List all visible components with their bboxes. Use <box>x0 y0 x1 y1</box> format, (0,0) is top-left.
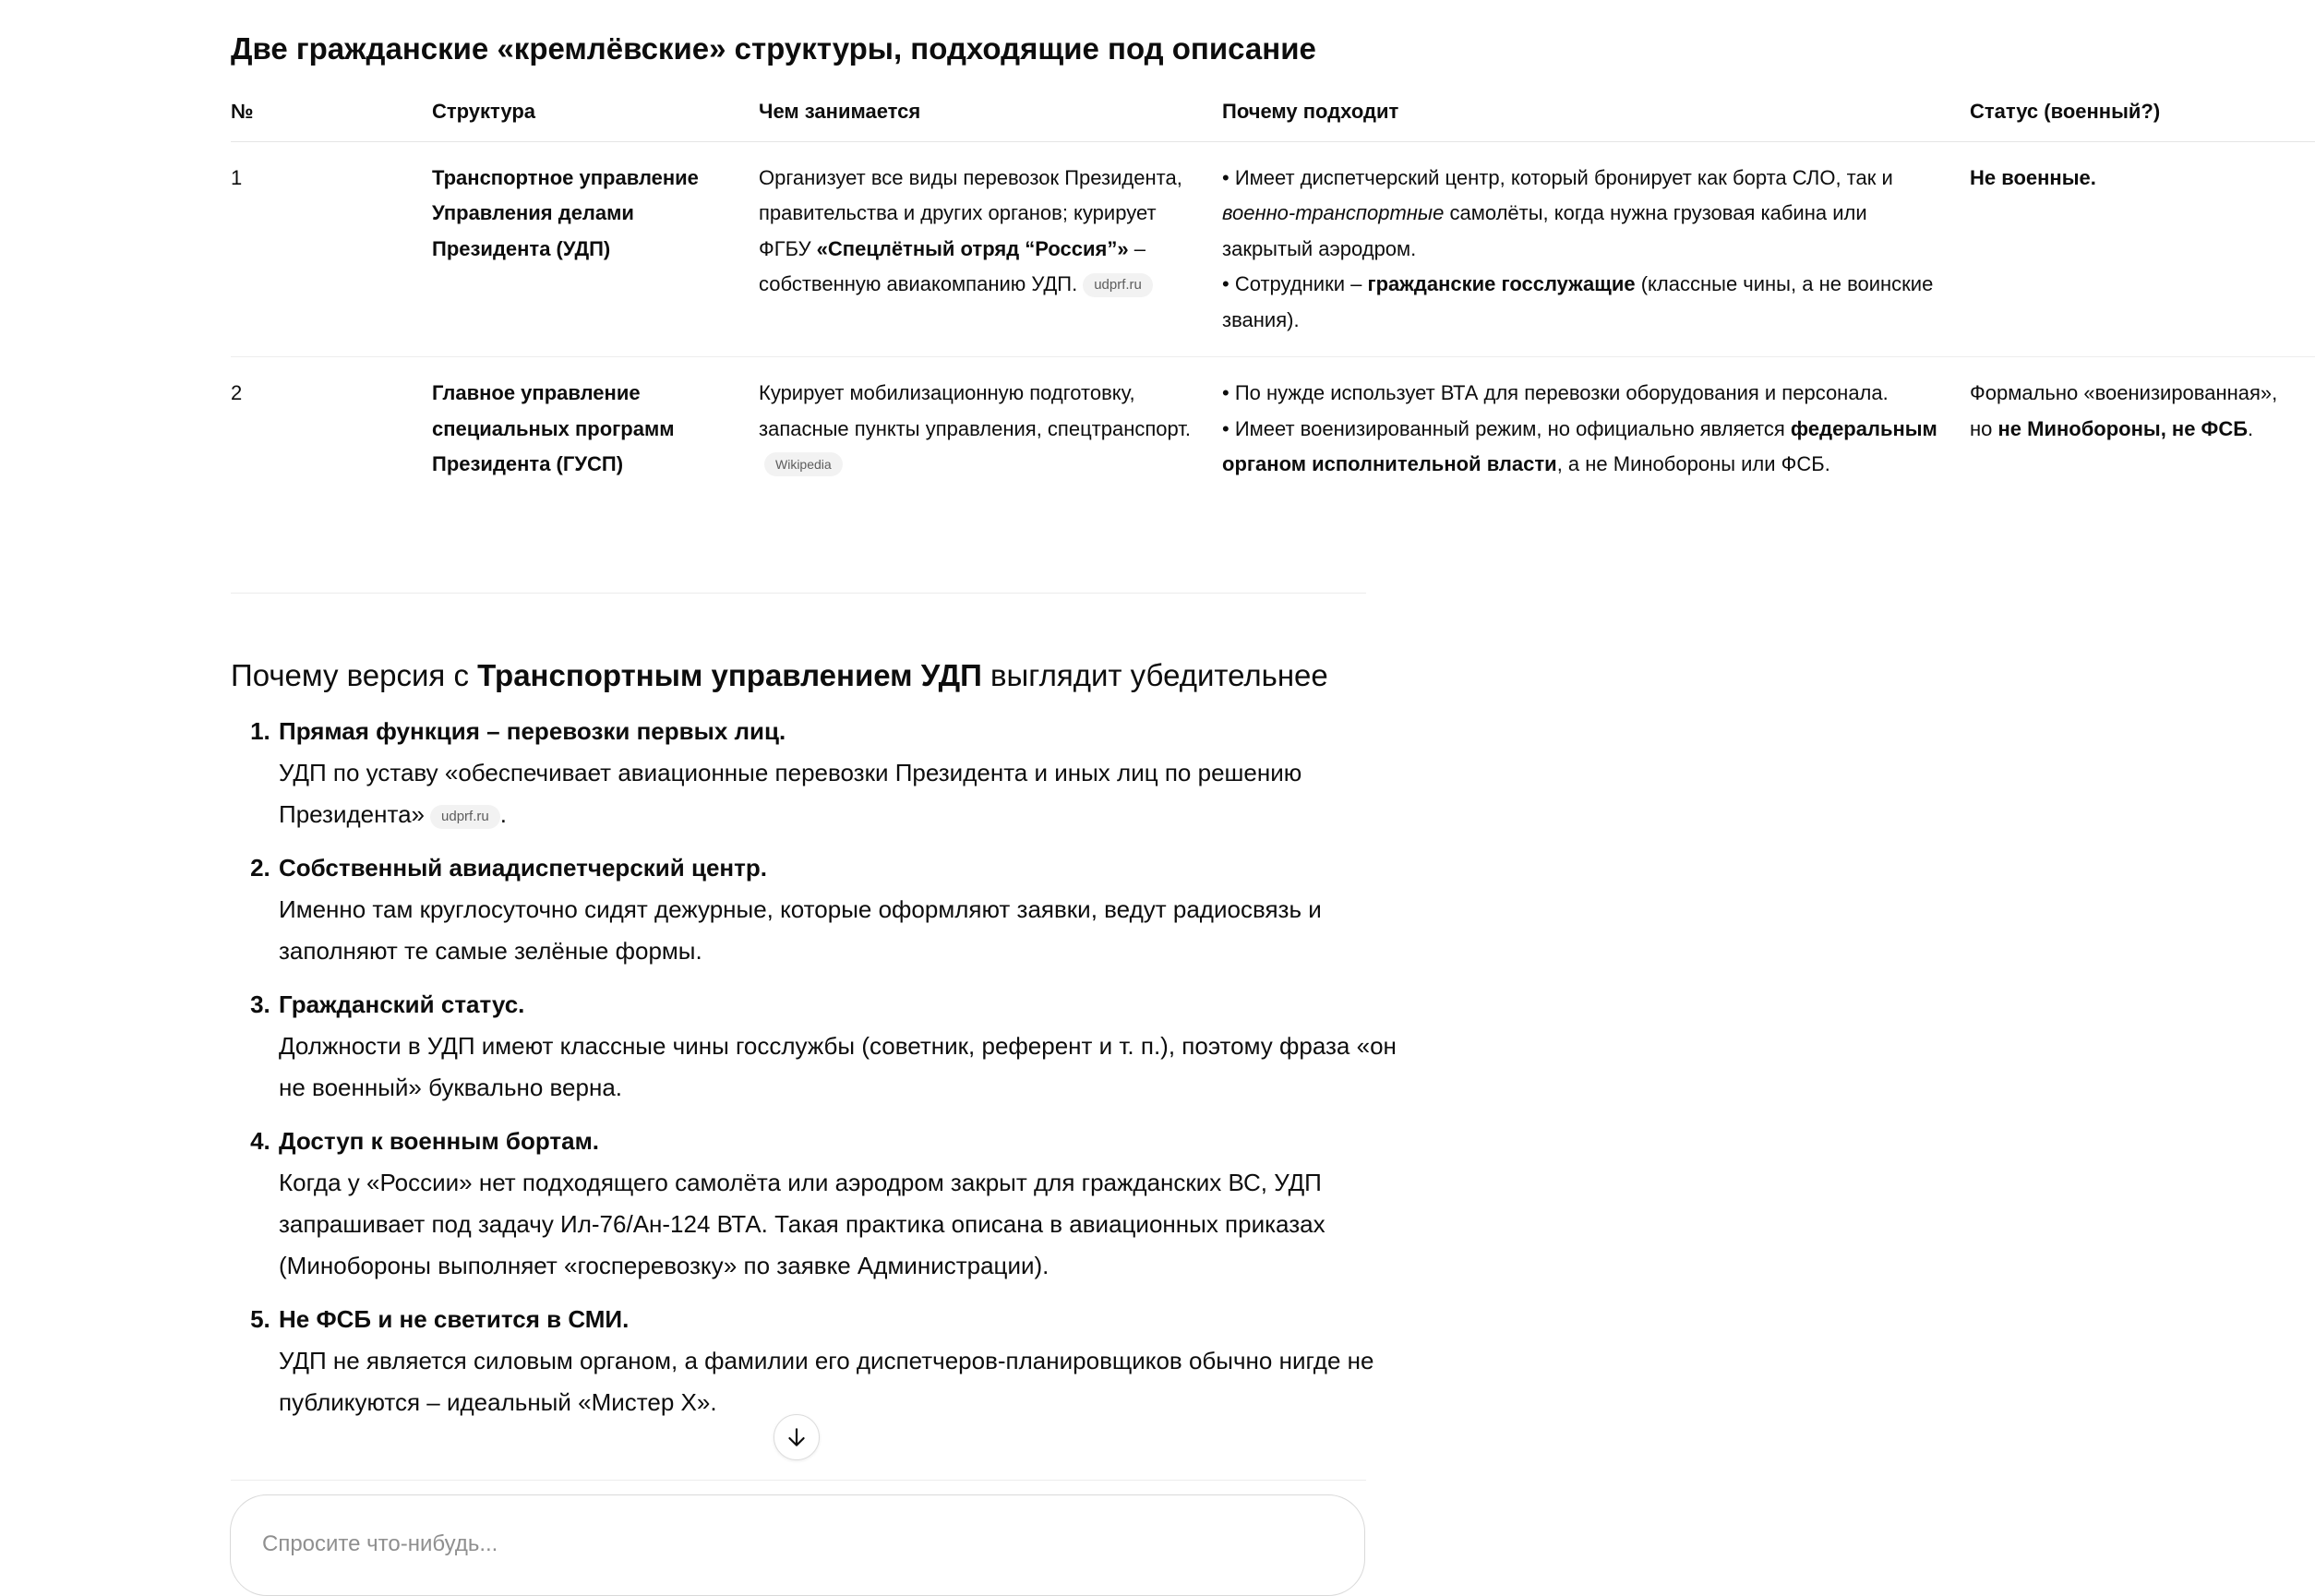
why-text: • Сотрудники – <box>1222 272 1368 295</box>
row-status <box>1970 141 2315 357</box>
list-item <box>277 1121 1421 1287</box>
message-input[interactable] <box>260 1525 1279 1564</box>
list-item <box>277 984 1421 1109</box>
divider <box>231 593 1366 594</box>
divider <box>231 1480 1366 1481</box>
column-header-structure: Структура <box>432 85 759 141</box>
source-link[interactable]: Wikipedia <box>764 452 843 476</box>
table-row <box>231 357 2315 501</box>
why-text-end: самолёты, когда нужна грузовая кабина или закрытый аэродром. <box>1222 201 1867 260</box>
row-what <box>759 357 1222 501</box>
title-text-end: выглядит убедительнее <box>981 658 1328 692</box>
why-text-end: , а не Минобороны или ФСБ. <box>1556 452 1830 475</box>
source-link[interactable]: udprf.ru <box>430 805 500 829</box>
list-item-title: 5. Не ФСБ и не светится в СМИ. <box>279 1305 630 1333</box>
row-status <box>1970 357 2315 501</box>
list-item-text: УДП не является силовым органом, а фамилии его диспетчеров-планировщиков обычно нигде не публикуются – идеальный «Мистер X». <box>279 1347 1374 1416</box>
list-item <box>277 711 1421 835</box>
title-bold: Транспортным управлением УДП <box>477 658 982 692</box>
what-text: Организует все виды перевозок Президента, правительства и других органов; курирует ФГБУ <box>759 165 1182 260</box>
arrow-down-icon <box>785 1425 809 1449</box>
section-title-reasons <box>231 658 1328 693</box>
table-header-row <box>231 85 2315 141</box>
status-bold: не Минобороны, не ФСБ <box>1997 416 2249 440</box>
title-text: Почему версия с <box>231 658 478 692</box>
row-number: 2 <box>231 381 243 404</box>
structure-name: Транспортное управление Управления делами Президента (УДП) <box>432 165 699 260</box>
section-title-structures: Две гражданские «кремлёвские» структуры, подходящие под описание <box>231 31 1316 66</box>
why-text-end: (классные чины, а не воинские звания). <box>1222 272 1934 331</box>
why-bold: гражданские госслужащие <box>1367 272 1636 295</box>
why-text: • Имеет диспетчерский центр, который бронирует как борта СЛО, так и <box>1222 165 1893 189</box>
why-line <box>1222 267 1951 338</box>
table-row <box>231 141 2315 357</box>
why-line <box>1222 412 1951 483</box>
reasons-list <box>231 711 1421 1435</box>
list-item-text: Когда у «России» нет подходящего самолёта или аэродром закрыт для гражданских ВС, УДП запрашивает под задачу Ил-76/Ан-124 ВТА. Такая практика описана в авиационных приказах (Минобороны выполняет «госперевозку» по заявке Администрации). <box>279 1169 1325 1279</box>
list-item-title: 3. Гражданский статус. <box>279 990 525 1018</box>
list-item <box>277 1299 1421 1423</box>
list-item-title: 2. Собственный авиадиспетчерский центр. <box>279 854 767 882</box>
why-text: • Имеет военизированный режим, но официально является <box>1222 416 1791 440</box>
scroll-to-bottom-button[interactable] <box>774 1414 820 1460</box>
list-item-text: УДП по уставу «обеспечивает авиационные перевозки Президента и иных лиц по решению Президента» <box>279 759 1302 828</box>
source-link[interactable]: udprf.ru <box>1083 273 1153 297</box>
structure-name: Главное управление специальных программ Президента (ГУСП) <box>432 381 675 475</box>
list-item-title: 1. Прямая функция – перевозки первых лиц. <box>279 717 786 745</box>
row-structure <box>432 141 759 357</box>
status-text: Не военные. <box>1970 165 2096 189</box>
row-why <box>1222 141 1970 357</box>
status-text-end: . <box>2248 416 2254 440</box>
structures-table <box>231 85 2315 501</box>
list-item-text: Именно там круглосуточно сидят дежурные, которые оформляют заявки, ведут радиосвязь и заполняют те самые зелёные формы. <box>279 895 1322 965</box>
row-number: 1 <box>231 141 432 357</box>
why-italic: военно-транспортные <box>1222 201 1445 224</box>
status-text: Формально «военизированная», но <box>1970 381 2278 440</box>
row-structure <box>432 357 759 501</box>
why-bold: федеральным органом исполнительной власти <box>1222 416 1937 475</box>
what-text-end: – собственную авиакомпанию УДП. <box>759 236 1146 295</box>
why-line <box>1222 376 1951 412</box>
why-line <box>1222 161 1951 268</box>
message-composer <box>230 1494 1365 1596</box>
list-item-title: 4. Доступ к военным бортам. <box>279 1127 600 1155</box>
list-item-end: . <box>499 800 507 828</box>
column-header-number: № <box>231 85 432 141</box>
list-item-text: Должности в УДП имеют классные чины госслужбы (советник, референт и т. п.), поэтому фраза «он не военный» буквально верна. <box>279 1032 1397 1101</box>
what-text: Курирует мобилизационную подготовку, запасные пункты управления, спецтранспорт. <box>759 381 1192 440</box>
row-what <box>759 141 1222 357</box>
list-item <box>277 847 1421 972</box>
column-header-what: Чем занимается <box>759 85 1222 141</box>
column-header-status: Статус (военный?) <box>1970 85 2315 141</box>
what-bold: «Спецлётный отряд “Россия”» <box>816 236 1129 260</box>
row-why <box>1222 357 1970 501</box>
why-text: • По нужде использует ВТА для перевозки оборудования и персонала. <box>1222 381 1889 404</box>
column-header-why: Почему подходит <box>1222 85 1970 141</box>
